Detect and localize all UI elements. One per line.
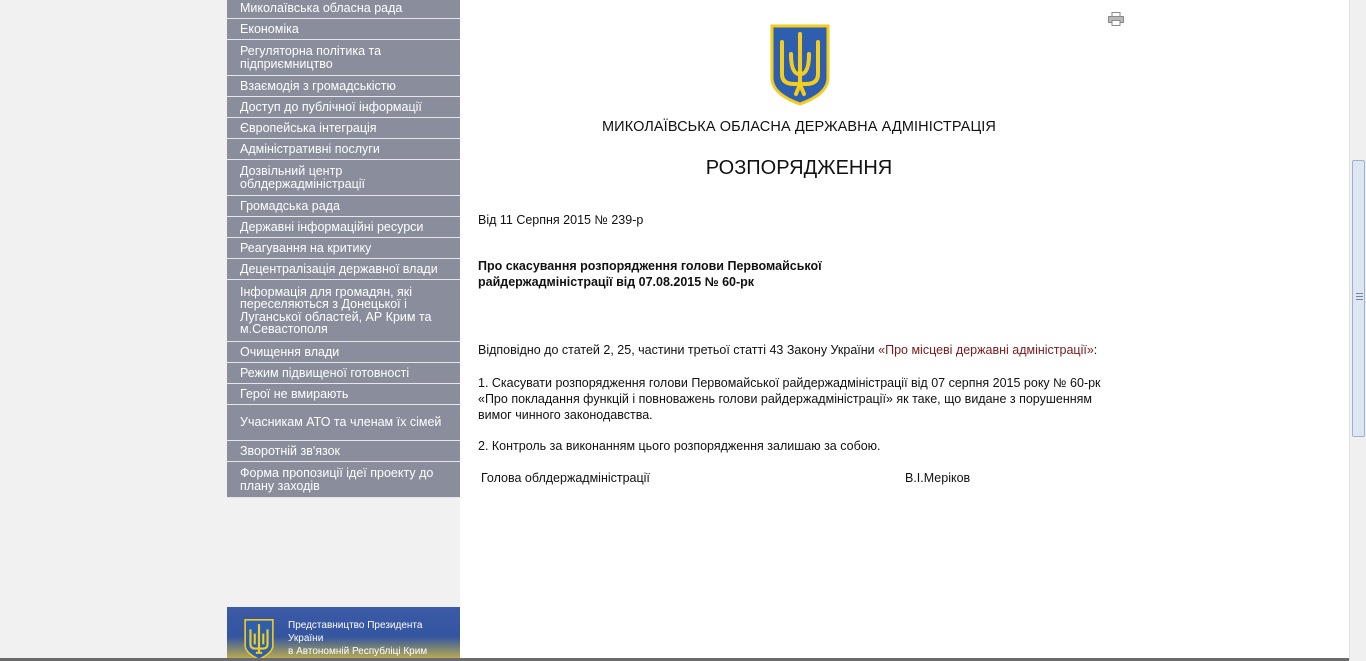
sidebar-item-european-integration[interactable]: [227, 118, 460, 139]
sidebar-item-label: Громадська рада: [240, 198, 340, 213]
preamble-suffix: :: [1093, 343, 1098, 357]
sidebar-item-label: Герої не вмирають: [240, 386, 349, 401]
sidebar-menu: [227, 0, 460, 498]
document-paragraph-2: 2. Контроль за виконанням цього розпорядження залишаю за собою.: [478, 439, 881, 453]
sidebar-item-label: Адміністративні послуги: [240, 141, 380, 156]
document-subject: Про скасування розпорядження голови Первомайської райдержадміністрації від 07.08.2015 № 60-рк: [478, 259, 822, 289]
scrollbar-thumb[interactable]: [1352, 160, 1365, 437]
organization-title: МИКОЛАЇВСЬКА ОБЛАСНА ДЕРЖАВНА АДМІНІСТРАЦІЯ: [602, 119, 996, 135]
sidebar-item-label: Економіка: [240, 21, 299, 36]
sidebar-item-label: Регуляторна політика та підприємництво: [240, 44, 382, 71]
sidebar-item-high-alert[interactable]: [227, 363, 460, 384]
sidebar-item-label: Доступ до публічної інформації: [240, 99, 422, 114]
sidebar-item-public-information[interactable]: [227, 97, 460, 118]
sidebar-item-displaced-citizens[interactable]: [227, 280, 460, 342]
scrollbar-grip: [1356, 296, 1363, 297]
sidebar-item-lustration[interactable]: [227, 342, 460, 363]
sidebar-item-state-resources[interactable]: [227, 217, 460, 238]
sidebar-item-label: Зворотній зв'язок: [240, 443, 341, 458]
sidebar-item-label: Децентралізація державної влади: [240, 261, 438, 276]
document-paragraph-1: 1. Скасувати розпорядження голови Первомайської райдержадміністрації від 07 серпня 2015 року № 60-рк «Про покладання функцій і повноважень голови райдержадміністрації» як таке, що видане з порушенням вимог чинного законодавства.: [478, 376, 1101, 422]
sidebar-item-label: Форма пропозиції ідеї проекту до плану заходів: [240, 466, 434, 493]
law-link[interactable]: «Про місцеві державні адміністрації»: [878, 343, 1094, 357]
sidebar-item-label: Очищення влади: [240, 344, 340, 359]
sidebar-item-criticism-response[interactable]: [227, 238, 460, 259]
vertical-scrollbar[interactable]: [1349, 0, 1366, 661]
sidebar-item-public-council[interactable]: [227, 196, 460, 217]
sidebar-item-decentralization[interactable]: [227, 259, 460, 280]
print-icon[interactable]: [1108, 12, 1124, 26]
sidebar-item-feedback[interactable]: [227, 441, 460, 462]
coat-of-arms-icon: [770, 24, 830, 106]
sidebar-item-public-interaction[interactable]: [227, 76, 460, 97]
signature-name: В.І.Меріков: [905, 471, 971, 485]
trident-icon: [243, 617, 275, 661]
scrollbar-grip: [1356, 299, 1363, 300]
content-area: [460, 0, 1349, 658]
sidebar-item-heroes[interactable]: [227, 384, 460, 405]
sidebar-item-regulatory-policy[interactable]: [227, 40, 460, 76]
president-representative-banner[interactable]: [227, 607, 460, 661]
sidebar-item-permit-center[interactable]: [227, 160, 460, 196]
sidebar-item-label: Реагування на критику: [240, 240, 372, 255]
banner-line-1: Представництво Президента України: [288, 620, 423, 644]
sidebar-item-label: Взаємодія з громадськістю: [240, 78, 396, 93]
document-title: РОЗПОРЯДЖЕННЯ: [705, 157, 893, 179]
sidebar-item-label: Дозвільний центр облдержадміністрації: [240, 164, 365, 191]
signature-role: Голова облдержадміністрації: [481, 471, 650, 485]
sidebar-item-ato-participants[interactable]: [227, 405, 460, 441]
sidebar-item-label: Учасникам АТО та членам їх сімей: [240, 415, 442, 430]
sidebar-item-regional-council[interactable]: [227, 0, 460, 19]
sidebar-item-label: Миколаївська обласна рада: [240, 0, 403, 15]
sidebar-item-economy[interactable]: [227, 19, 460, 40]
scrollbar-grip: [1356, 293, 1363, 294]
banner-line-2: в Автономній Республіці Крим: [288, 646, 428, 657]
sidebar-item-label: Інформація для громадян, які переселяються з Донецької і Луганської областей, АР Крим та м.Севастополя: [240, 284, 432, 336]
preamble-text: Відповідно до статей 2, 25, частини третьої статті 43 Закону України: [478, 343, 879, 357]
sidebar-item-label: Режим підвищеної готовності: [240, 365, 410, 380]
document-date: Від 11 Серпня 2015 № 239-р: [478, 213, 644, 227]
sidebar-item-administrative-services[interactable]: [227, 139, 460, 160]
banner-text: [288, 619, 458, 658]
sidebar-item-label: Європейська інтеграція: [240, 120, 377, 135]
document-preamble: [478, 343, 1097, 357]
sidebar-item-project-proposal[interactable]: [227, 462, 460, 498]
sidebar-item-label: Державні інформаційні ресурси: [240, 219, 424, 234]
